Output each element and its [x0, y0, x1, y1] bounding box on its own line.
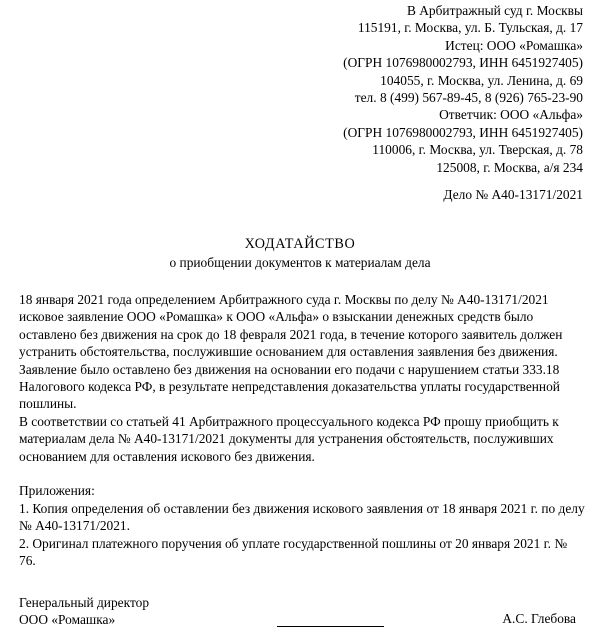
document-subtitle: о приобщении документов к материалам дела — [169, 255, 431, 270]
body-paragraph: Заявление было оставлено без движения на основании его подачи с нарушением статьи 333.18 Налогового кодекса РФ, в результате непредставления доказательства уплаты государственной пошлины. — [19, 361, 560, 412]
defendant-registration: (ОГРН 1076980002793, ИНН 6451927405) — [343, 124, 583, 140]
plaintiff-name: Истец: ООО «Ромашка» — [445, 37, 583, 53]
signature-block — [19, 594, 149, 629]
body-paragraph: В соответствии со статьей 41 Арбитражного процессуального кодекса РФ прошу приобщить к материалам дела № А40-13171/2021 документы для устранения обстоятельств, послуживших основанием для оставления искового без движения. — [19, 413, 559, 464]
addressee-block — [343, 2, 583, 176]
attachment-item: 2. Оригинал платежного поручения об уплате государственной пошлины от 20 января 2021 г. № 76. — [19, 535, 568, 569]
body-paragraph: 18 января 2021 года определением Арбитражного суда г. Москвы по делу № А40-13171/2021 исковое заявление ООО «Ромашка» к ООО «Альфа» о взыскании денежных средств было оставлено без движения на срок до 18 февраля 2021 года, в течение которого заявитель должен устранить обстоятельства, послужившие основанием для оставления заявления без движения. — [19, 292, 563, 360]
attachment-item: 1. Копия определения об оставлении без движения искового заявления от 18 января 2021 г. по делу № А40-13171/2021. — [19, 500, 585, 534]
attachments-title: Приложения: — [19, 483, 95, 499]
plaintiff-phone: тел. 8 (499) 567-89-45, 8 (926) 765-23-90 — [354, 90, 583, 106]
signer-company: ООО «Ромашка» — [19, 612, 116, 628]
defendant-name: Ответчик: ООО «Альфа» — [439, 107, 583, 123]
document-title: ХОДАТАЙСТВО — [244, 236, 356, 252]
plaintiff-address: 104055, г. Москва, ул. Ленина, д. 69 — [380, 72, 583, 88]
signer-position: Генеральный директор — [19, 595, 150, 610]
plaintiff-registration: (ОГРН 1076980002793, ИНН 6451927405) — [343, 55, 583, 71]
case-number: Дело № А40-13171/2021 — [443, 187, 583, 202]
document-body — [19, 291, 585, 569]
court-name: В Арбитражный суд г. Москвы — [406, 3, 583, 18]
signature-line — [277, 626, 384, 627]
court-address: 115191, г. Москва, ул. Б. Тульская, д. 17 — [357, 20, 583, 36]
defendant-po-box: 125008, г. Москва, а/я 234 — [436, 159, 583, 175]
signer-name: А.С. Глебова — [502, 611, 576, 626]
defendant-address: 110006, г. Москва, ул. Тверская, д. 78 — [372, 142, 583, 158]
